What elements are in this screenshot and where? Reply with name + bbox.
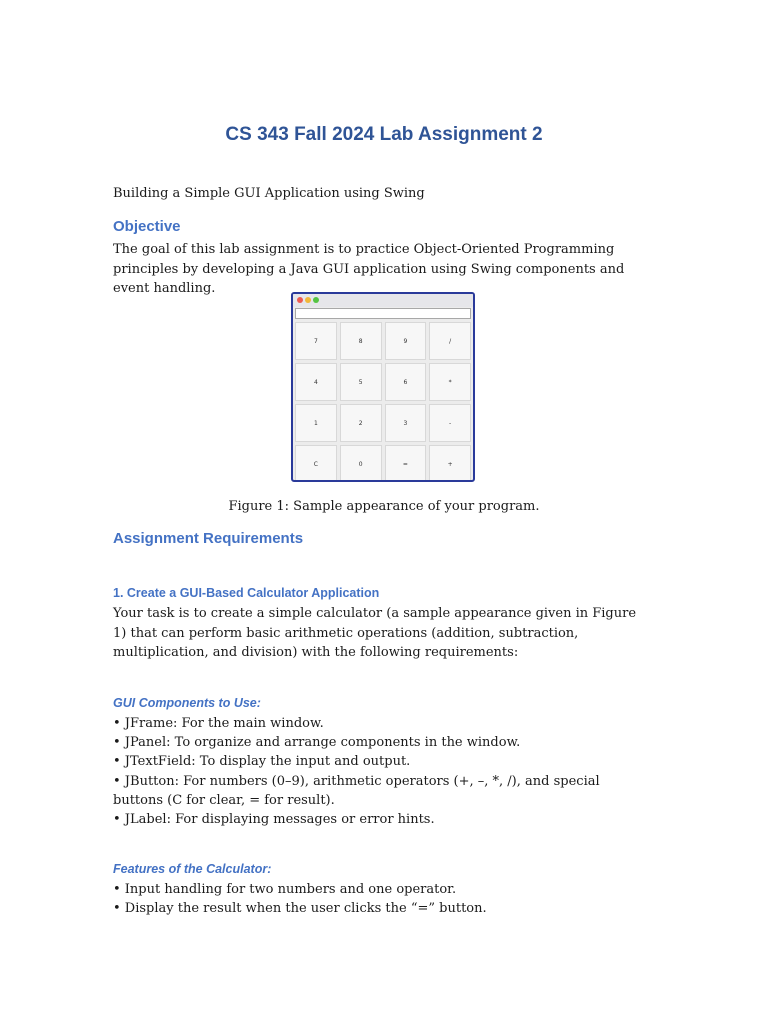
calculator-key: / <box>429 322 471 360</box>
features-list <box>113 880 643 918</box>
components-list <box>113 714 643 829</box>
calculator-key: 2 <box>340 404 382 442</box>
calculator-key: 1 <box>295 404 337 442</box>
list-item: • JButton: For numbers (0–9), arithmetic operators (+, –, *, /), and special buttons (C for clear, = for result). <box>113 773 600 808</box>
close-dot-icon <box>297 297 303 303</box>
objective-text: The goal of this lab assignment is to practice Object-Oriented Programming principles by developing a Java GUI application using Swing components and event handling. <box>113 242 625 296</box>
figure-caption: Figure 1: Sample appearance of your program. <box>228 499 540 514</box>
document-title: CS 343 Fall 2024 Lab Assignment 2 <box>225 124 543 145</box>
maximize-dot-icon <box>313 297 319 303</box>
calculator-key: 7 <box>295 322 337 360</box>
list-item: • JFrame: For the main window. <box>113 716 324 731</box>
window-titlebar <box>293 294 473 307</box>
calculator-key: + <box>429 445 471 482</box>
section-1-text: Your task is to create a simple calculator (a sample appearance given in Figure 1) that can perform basic arithmetic operations (addition, subtraction, multiplication, and division) with the following requirements: <box>113 606 637 660</box>
calculator-key: = <box>385 445 427 482</box>
list-item: • Input handling for two numbers and one operator. <box>113 882 457 897</box>
list-item: • JTextField: To display the input and output. <box>113 754 411 770</box>
features-heading: Features of the Calculator: <box>113 862 272 876</box>
calculator-key: C <box>295 445 337 482</box>
list-item: • JPanel: To organize and arrange components in the window. <box>113 735 521 751</box>
document-subtitle: Building a Simple GUI Application using Swing <box>113 186 425 201</box>
minimize-dot-icon <box>305 297 311 303</box>
calculator-key: 6 <box>385 363 427 401</box>
calculator-key: 3 <box>385 404 427 442</box>
calculator-key: 9 <box>385 322 427 360</box>
list-item: • JLabel: For displaying messages or error hints. <box>113 812 435 828</box>
requirements-heading: Assignment Requirements <box>113 530 304 547</box>
calculator-key: * <box>429 363 471 401</box>
section-1-heading: 1. Create a GUI-Based Calculator Application <box>113 586 380 600</box>
calculator-key: 0 <box>340 445 382 482</box>
calculator-key: - <box>429 404 471 442</box>
components-heading: GUI Components to Use: <box>113 696 261 710</box>
objective-heading: Objective <box>113 218 181 235</box>
calculator-display <box>295 308 471 319</box>
calculator-key: 5 <box>340 363 382 401</box>
calculator-key: 8 <box>340 322 382 360</box>
calculator-figure <box>291 292 475 482</box>
calculator-key: 4 <box>295 363 337 401</box>
calculator-keypad <box>293 319 473 482</box>
list-item: • Display the result when the user clicks the “=” button. <box>113 901 487 917</box>
